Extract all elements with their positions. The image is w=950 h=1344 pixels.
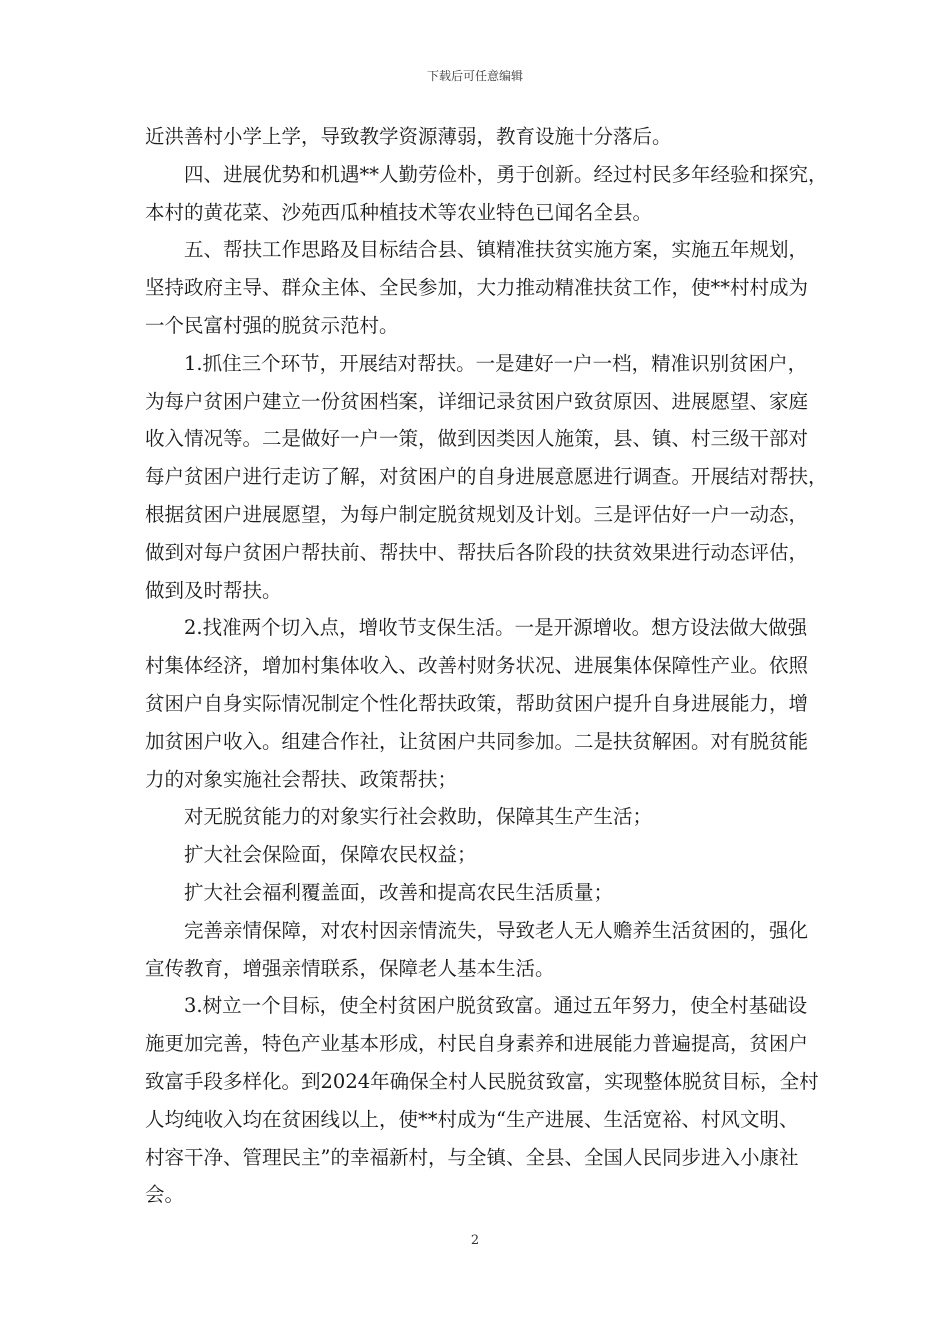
text-line: 人均纯收入均在贫困线以上，使**村成为“生产进展、生活宽裕、村风文明、 — [145, 1107, 799, 1131]
paragraph — [145, 874, 817, 912]
text-line: 做到对每户贫困户帮扶前、帮扶中、帮扶后各阶段的扶贫效果进行动态评估， — [145, 540, 809, 564]
paragraph — [145, 345, 828, 610]
text-line: 完善亲情保障，对农村因亲情流失，导致老人无人赡养生活贫困的，强化 — [184, 918, 809, 942]
paragraph — [145, 987, 817, 1214]
text-line: 本村的黄花菜、沙苑西瓜种植技术等农业特色已闻名全县。 — [145, 200, 653, 224]
text-line: 每户贫困户进行走访了解，对贫困户的自身进展意愿进行调查。开展结对帮扶， — [145, 465, 828, 489]
text-line: 2.找准两个切入点，增收节支保生活。一是开源增收。想方设法做大做强 — [184, 616, 808, 640]
text-line: 收入情况等。二是做好一户一策，做到因类因人施策，县、镇、村三级干部对 — [145, 427, 809, 451]
text-line: 四、进展优势和机遇**人勤劳俭朴，勇于创新。经过村民多年经验和探究， — [184, 162, 828, 186]
text-line: 扩大社会保险面，保障农民权益； — [184, 843, 477, 867]
text-line: 贫困户自身实际情况制定个性化帮扶政策，帮助贫困户提升自身进展能力，增 — [145, 691, 809, 715]
text-line: 1.抓住三个环节，开展结对帮扶。一是建好一户一档，精准识别贫困户， — [184, 351, 808, 375]
paragraph — [145, 836, 817, 874]
text-line: 加贫困户收入。组建合作社，让贫困户共同参加。二是扶贫解困。对有脱贫能 — [145, 729, 809, 753]
paragraph — [145, 798, 817, 836]
text-line: 为每户贫困户建立一份贫困档案，详细记录贫困户致贫原因、进展愿望、家庭 — [145, 389, 809, 413]
text-line: 扩大社会福利覆盖面，改善和提高农民生活质量； — [184, 880, 614, 904]
paragraph — [145, 156, 828, 232]
page-number: 2 — [470, 1233, 480, 1248]
paragraph — [145, 609, 817, 798]
text-line: 对无脱贫能力的对象实行社会救助，保障其生产生活； — [184, 805, 653, 829]
text-line: 做到及时帮扶。 — [145, 578, 282, 602]
text-line: 3.树立一个目标，使全村贫困户脱贫致富。通过五年努力，使全村基础设 — [184, 994, 808, 1018]
text-line: 致富手段多样化。到2024年确保全村人民脱贫致富，实现整体脱贫目标，全村 — [145, 1069, 819, 1093]
page-header: 下载后可任意编辑 — [426, 69, 523, 83]
text-line: 坚持政府主导、群众主体、全民参加，大力推动精准扶贫工作，使**村村成为 — [145, 276, 809, 300]
paragraph — [145, 231, 817, 344]
text-line: 近洪善村小学上学，导致教学资源薄弱，教育设施十分落后。 — [145, 125, 672, 148]
text-line: 村容干净、管理民主”的幸福新村，与全镇、全县、全国人民同步进入小康社 — [145, 1145, 799, 1169]
text-line: 施更加完善，特色产业基本形成，村民自身素养和进展能力普遍提高，贫困户 — [145, 1032, 809, 1056]
document-body — [145, 118, 828, 1214]
text-line: 一个民富村强的脱贫示范村。 — [145, 313, 399, 337]
text-line: 力的对象实施社会帮扶、政策帮扶； — [145, 767, 458, 791]
text-line: 会。 — [145, 1183, 185, 1207]
text-line: 宣传教育，增强亲情联系，保障老人基本生活。 — [145, 956, 555, 980]
paragraph — [145, 118, 817, 156]
text-line: 村集体经济，增加村集体收入、改善村财务状况、进展集体保障性产业。依照 — [145, 654, 809, 678]
paragraph — [145, 912, 817, 988]
text-line: 五、帮扶工作思路及目标结合县、镇精准扶贫实施方案，实施五年规划， — [184, 238, 809, 262]
text-line: 根据贫困户进展愿望，为每户制定脱贫规划及计划。三是评估好一户一动态， — [145, 502, 809, 526]
